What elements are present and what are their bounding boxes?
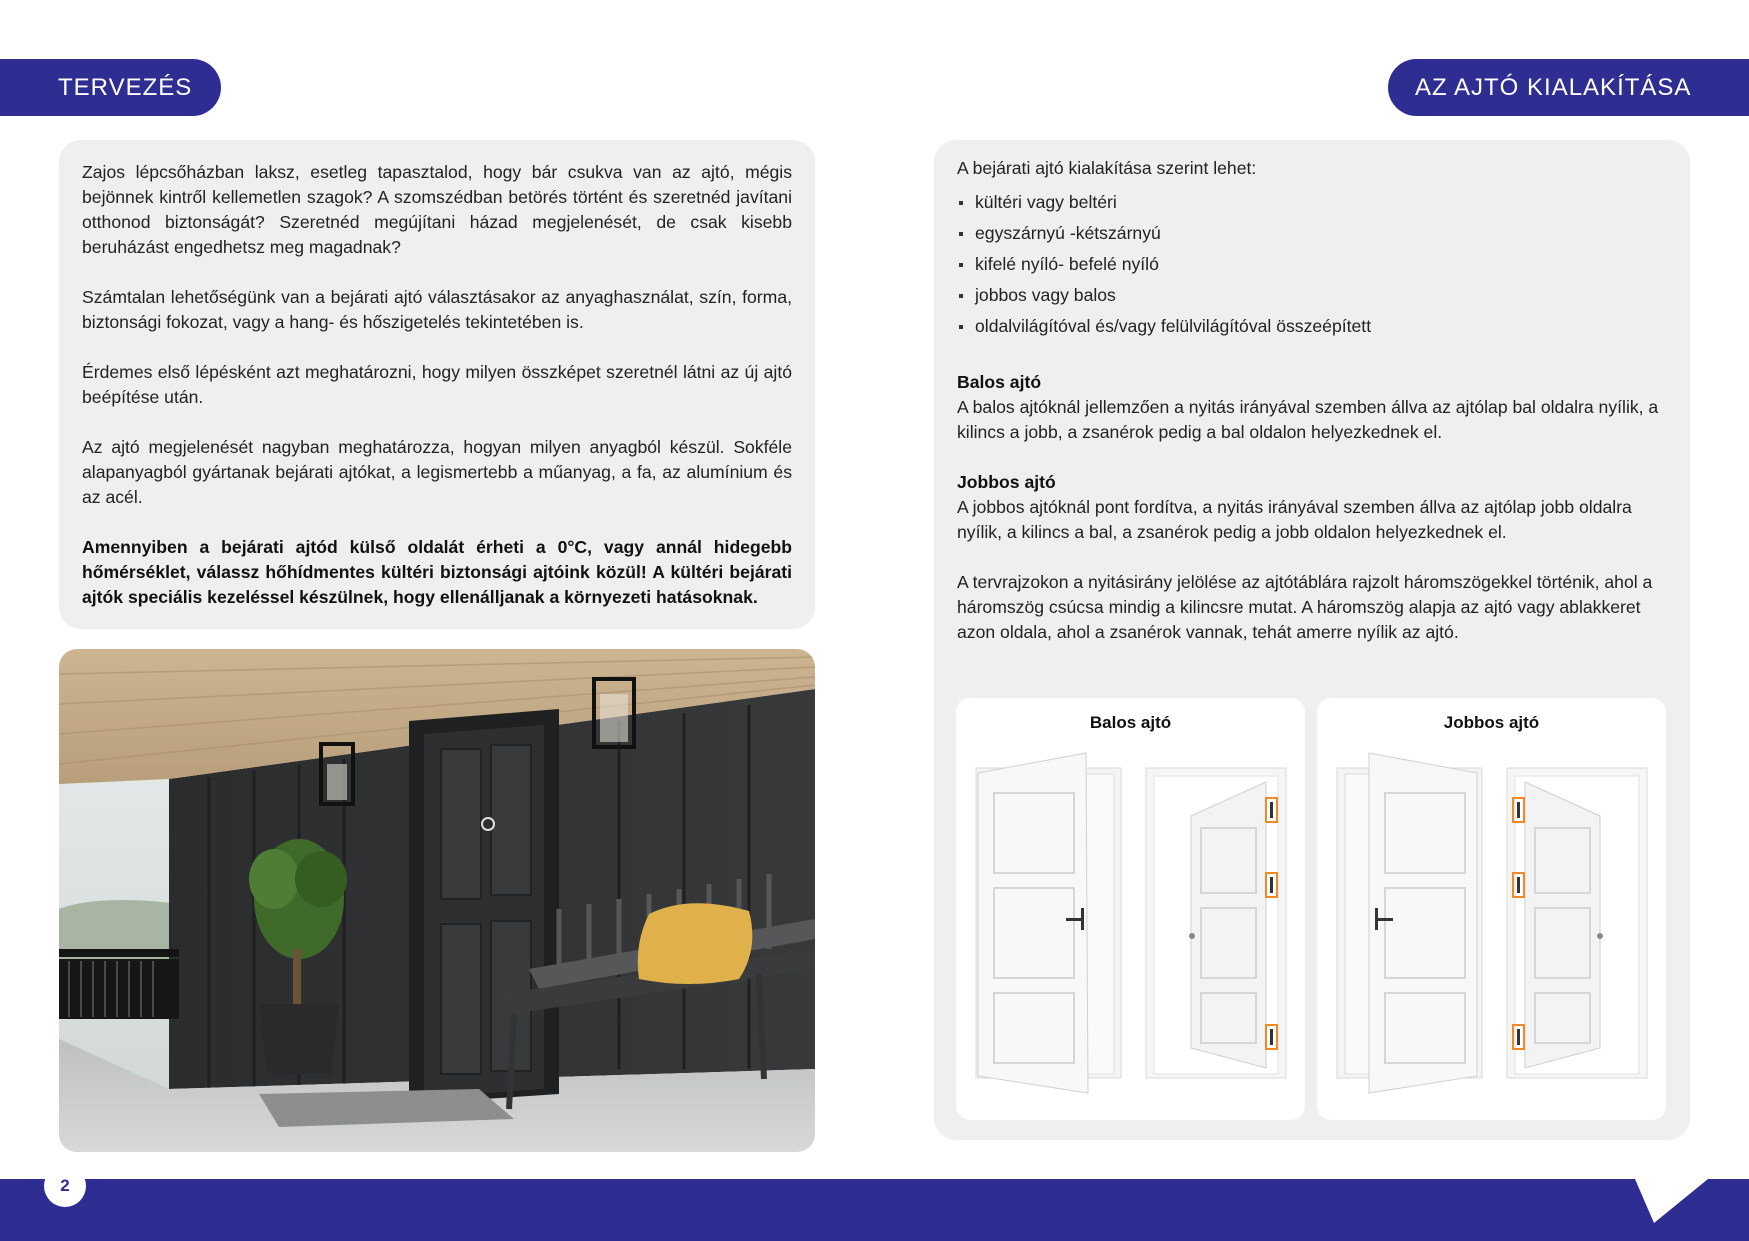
balos-heading: Balos ajtó: [957, 372, 1042, 392]
section-title-left: TERVEZÉS: [58, 73, 193, 101]
section-tab-left: [0, 59, 221, 116]
intro-panel: [59, 140, 815, 629]
list-item: kültéri vagy beltéri: [957, 187, 1667, 218]
balos-text: A balos ajtóknál jellemzően a nyitás irányával szemben állva az ajtólap bal oldalra nyílik, a kilincs a jobb, a zsanérok pedig a bal oldalon helyezkednek el.: [957, 397, 1659, 442]
porch-photo: [59, 649, 815, 1152]
jobbos-text: A jobbos ajtóknál pont fordítva, a nyitás irányával szemben állva az ajtólap jobb oldalra nyílik, a kilincs a bal, a zsanérok pedig a jobb oldalon helyezkednek el.: [957, 497, 1632, 542]
page-number-left: 2: [44, 1165, 86, 1207]
list-item: egyszárnyú -kétszárnyú: [957, 218, 1667, 249]
list-item: kifelé nyíló- befelé nyíló: [957, 249, 1667, 280]
section-title-right: AZ AJTÓ KIALAKÍTÁSA: [1415, 73, 1692, 101]
jobbos-door-card: [1317, 698, 1666, 1120]
intro-paragraph-3: Érdemes első lépésként azt meghatározni, hogy milyen összképet szeretnél látni az új ajtó beépítése után.: [82, 362, 792, 407]
balos-card-title: Balos ajtó: [1089, 713, 1172, 732]
balos-door-illustration: [956, 698, 1305, 1120]
options-list: [957, 187, 1667, 342]
intro-paragraph-1: Zajos lépcsőházban laksz, esetleg tapasztalod, hogy bár csukva van az ajtó, mégis bejönnek kintről kellemetlen szagok? A szomszédban betörés történt és szeretnéd javítani otthonod biztonságát? Szeretnéd megújítani házad megjelenését, de csak kisebb beruházást engedhetsz meg magadnak?: [82, 162, 792, 257]
balos-door-card: [956, 698, 1305, 1120]
page-number-right: 3: [1648, 1175, 1658, 1194]
list-item: oldalvilágítóval és/vagy felülvilágítóval összeépített: [957, 311, 1667, 342]
jobbos-card-title: Jobbos ajtó: [1443, 713, 1540, 732]
intro-paragraph-4: Az ajtó megjelenését nagyban meghatározza, hogyan milyen anyagból készül. Sokféle alapanyagból gyártanak bejárati ajtókat, a legismertebb a műanyag, a fa, az alumínium és az acél.: [82, 437, 792, 507]
jobbos-door-illustration: [1317, 698, 1666, 1120]
section-tab-right: [1388, 59, 1749, 116]
plan-text: A tervrajzokon a nyitásirány jelölése az ajtótáblára rajzolt háromszögekkel történik, ahol a háromszög csúcsa mindig a kilincsre mutat. A háromszög alapja az ajtó vagy ablakkeret azon oldala, ahol a zsanérok vannak, tehát amerre nyílik az ajtó.: [957, 572, 1653, 642]
footer-bar: [0, 1179, 1749, 1241]
options-intro: A bejárati ajtó kialakítása szerint lehet:: [957, 158, 1257, 178]
intro-bold-paragraph: Amennyiben a bejárati ajtód külső oldalát érheti a 0°C, vagy annál hidegebb hőmérséklet, válassz hőhídmentes kültéri biztonsági ajtóink közül! A kültéri bejárati ajtók speciális kezeléssel készülnek, hogy ellenálljanak a környezeti hatásoknak.: [82, 537, 792, 607]
intro-paragraph-2: Számtalan lehetőségünk van a bejárati ajtó választásakor az anyaghasználat, szín, forma, biztonsági fokozat, vagy a hang- és hőszigetelés tekintetében is.: [82, 287, 792, 332]
jobbos-heading: Jobbos ajtó: [957, 472, 1056, 492]
list-item: jobbos vagy balos: [957, 280, 1667, 311]
